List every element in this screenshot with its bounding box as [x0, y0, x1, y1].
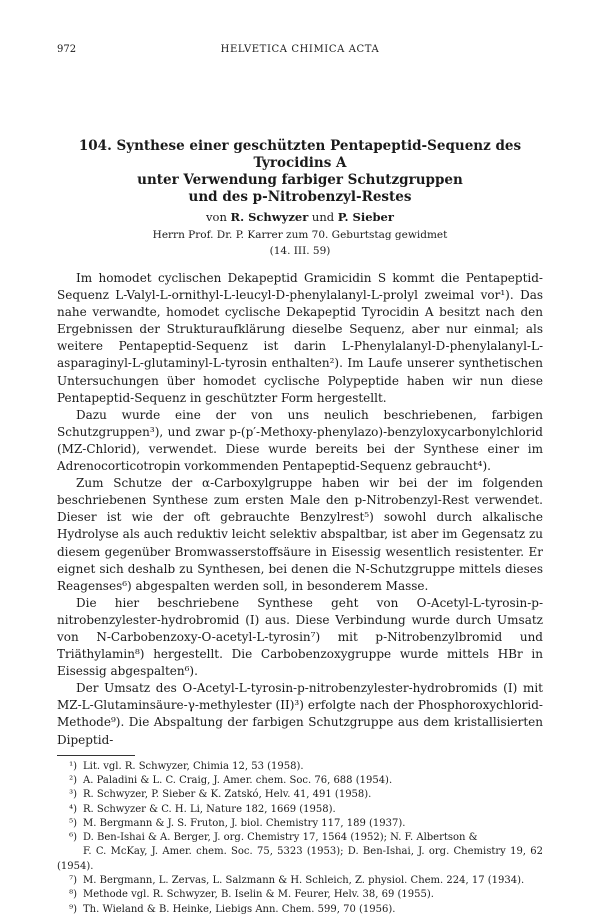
article-title [57, 138, 543, 206]
journal-name: HELVETICA CHIMICA ACTA [220, 44, 380, 55]
page-number: 972 [57, 44, 77, 55]
authors-conjunction: und [311, 210, 335, 224]
paragraph-5: Der Umsatz des O-Acetyl-L-tyrosin-p-nitrobenzylester-hydrobromids (I) mit MZ-L-Glutaminsäure-γ-methylester (II)³) erfolgte nach der Phosphoroxychlorid-Methode⁹). Die Abspaltung der farbigen Schutzgruppe aus dem kristallisierten Dipeptid- [57, 681, 543, 747]
footnote-text: M. Bergmann & J. S. Fruton, J. biol. Chemistry 117, 189 (1937). [83, 817, 406, 829]
footnote-text: Lit. vgl. R. Schwyzer, Chimia 12, 53 (1958). [83, 760, 304, 772]
paragraph-2: Dazu wurde eine der von uns neulich beschriebenen, farbigen Schutzgruppen³), und zwar p-(p′-Methoxy-phenylazo)-benzyloxycarbonylchlorid (MZ-Chlorid), verwendet. Diese wurde bereits bei der Synthese einer im Adrenocorticotropin vorkommenden Pentapeptid-Sequenz gebraucht⁴). [57, 407, 543, 474]
footnote-5 [57, 817, 543, 831]
received-date: (14. III. 59) [269, 245, 331, 257]
footnote-3 [57, 788, 543, 802]
journal-page [57, 44, 543, 917]
footnote-4 [57, 803, 543, 817]
author-sieber: P. Sieber [337, 210, 394, 224]
footnote-text: Methode vgl. R. Schwyzer, B. Iselin & M. Feurer, Helv. 38, 69 (1955). [83, 889, 434, 901]
footnotes [57, 760, 543, 917]
dedication: Herrn Prof. Dr. P. Karrer zum 70. Geburtstag gewidmet [152, 229, 448, 241]
footnote-text: R. Schwyzer & C. H. Li, Nature 182, 1669 (1958). [83, 803, 336, 815]
footnote-divider [57, 755, 135, 756]
footnote-text: D. Ben-Ishai & A. Berger, J. org. Chemistry 17, 1564 (1952); N. F. Albertson & [83, 832, 478, 844]
footnote-text: R. Schwyzer, P. Sieber & K. Zatskó, Helv. 41, 491 (1958). [83, 789, 372, 801]
title-line-2: unter Verwendung farbiger Schutzgruppen [137, 172, 463, 188]
footnote-6 [57, 831, 543, 845]
article-body [57, 270, 543, 749]
footnote-marker: ²) [69, 774, 77, 786]
footnote-marker: ⁹) [69, 903, 77, 915]
footnote-6-continued [57, 845, 543, 874]
footnote-marker: ³) [69, 789, 77, 801]
footnote-marker: ¹) [69, 760, 77, 772]
title-line-1: 104. Synthese einer geschützten Pentapeptid-Sequenz des Tyrocidins A [78, 138, 522, 171]
paragraph-3: Zum Schutze der α-Carboxylgruppe haben wir bei der im folgenden beschriebenen Synthese zum ersten Male den p-Nitrobenzyl-Rest verwendet. Dieser ist wie der oft gebrauchte Benzylrest⁵) sowohl durch alkalische Hydrolyse als auch reduktiv leicht selektiv abspaltbar, ist aber im Gegensatz zu diesem gegenüber Bromwasserstoffsäure in Eisessig wesentlich resistenter. Er eignet sich deshalb zu Synthesen, bei denen die N-Schutzgruppe mittels dieses Reagenses⁶) abgespalten werden soll, in besonderem Masse. [57, 476, 543, 593]
footnote-8 [57, 888, 543, 902]
paragraph-1: Im homodet cyclischen Dekapeptid Gramicidin S kommt die Pentapeptid-Sequenz L-Valyl-L-ornithyl-L-leucyl-D-phenylalanyl-L-prolyl zweimal vor¹). Das nahe verwandte, homodet cyclische Dekapeptid Tyrocidin A besitzt nach den Ergebnissen der Strukturaufklärung dieselbe Sequenz, aber nur einmal; als weitere Pentapeptid-Sequenz ist darin L-Phenylalanyl-D-phenylalanyl-L-asparaginyl-L-glutaminyl-L-tyrosin enthalten²). Im Laufe unserer synthetischen Untersuchungen über homodet cyclische Polypeptide haben wir nun diese Pentapeptid-Sequenz in geschützter Form hergestellt. [57, 271, 543, 405]
footnote-marker: ⁸) [69, 889, 77, 901]
paragraph-4: Die hier beschriebene Synthese geht von O-Acetyl-L-tyrosin-p-nitrobenzylester-hydrobromid (I) aus. Diese Verbindung wurde durch Umsatz von N-Carbobenzoxy-O-acetyl-L-tyrosin⁷) mit p-Nitrobenzylbromid und Triäthylamin⁸) hergestellt. Die Carbobenzoxygruppe wurde mittels HBr in Eisessig abgespalten⁶). [57, 595, 543, 679]
footnote-text: Th. Wieland & B. Heinke, Liebigs Ann. Chem. 599, 70 (1956). [83, 903, 396, 915]
footnote-1 [57, 760, 543, 774]
footnote-marker: ⁴) [69, 803, 77, 815]
footnote-marker: ⁵) [69, 817, 77, 829]
authors-prefix: von [206, 210, 227, 224]
running-header [57, 44, 543, 58]
author-line [57, 210, 543, 224]
footnote-2 [57, 774, 543, 788]
author-schwyzer: R. Schwyzer [230, 210, 309, 224]
footnote-marker: ⁷) [69, 875, 77, 886]
footnote-7 [57, 874, 543, 888]
footnote-9 [57, 903, 543, 917]
footnote-marker: ⁶) [69, 832, 77, 844]
footnote-text: A. Paladini & L. C. Craig, J. Amer. chem. Soc. 76, 688 (1954). [83, 774, 393, 786]
footnote-text: M. Bergmann, L. Zervas, L. Salzmann & H. Schleich, Z. physiol. Chem. 224, 17 (1934). [83, 875, 525, 886]
footnote-text: F. C. McKay, J. Amer. chem. Soc. 75, 5323 (1953); D. Ben-Ishai, J. org. Chemistry 19, 62 (1954). [57, 846, 543, 872]
title-line-3: und des p-Nitrobenzyl-Restes [188, 189, 412, 205]
